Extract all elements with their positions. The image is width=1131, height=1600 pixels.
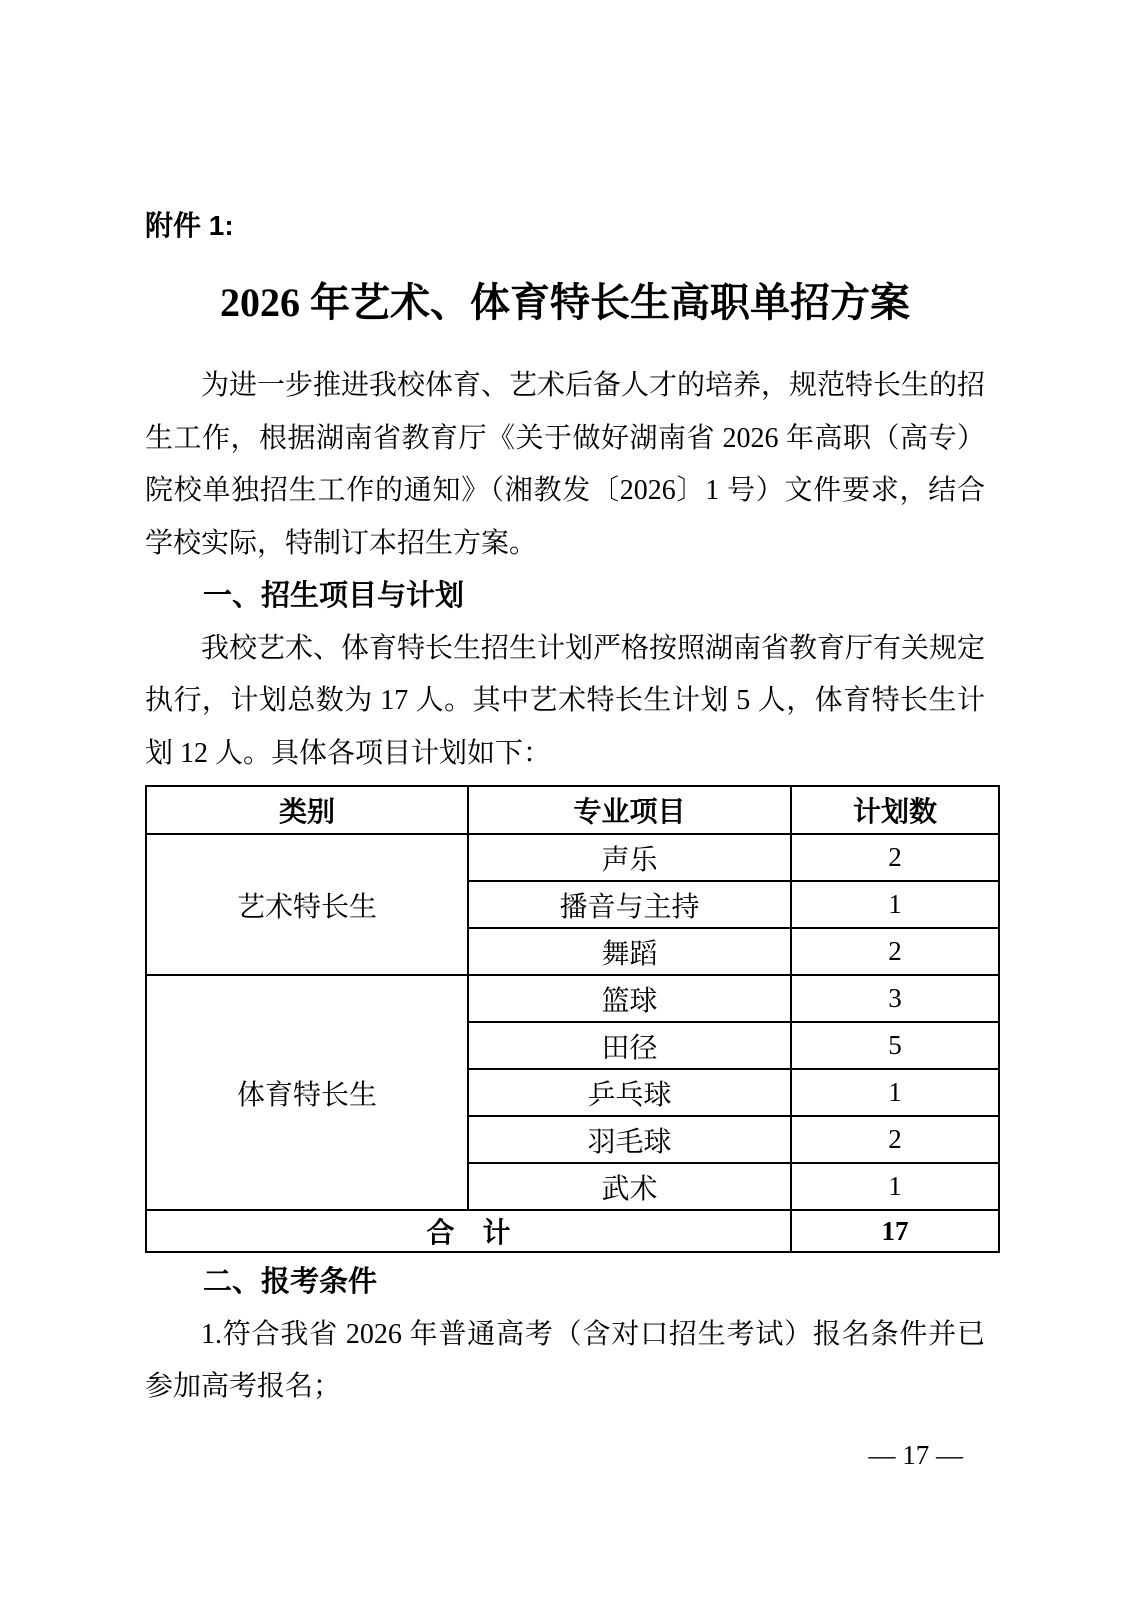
count-cell: 2 (791, 834, 999, 881)
table-total-row (146, 1210, 999, 1252)
intro-paragraph: 为进一步推进我校体育、艺术后备人才的培养，规范特长生的招生工作，根据湖南省教育厅《关于做好湖南省 2026 年高职（高专）院校单独招生工作的通知》（湘教发〔2026〕1 号）文件要求，结合学校实际，特制订本招生方案。 (145, 370, 986, 559)
count-cell: 2 (791, 928, 999, 975)
page-number: — 17 — (868, 1439, 963, 1470)
total-label-cell: 合 计 (146, 1210, 791, 1252)
enrollment-plan-table (145, 785, 1000, 1253)
category-cell-art: 艺术特长生 (146, 834, 468, 975)
count-cell: 1 (791, 1069, 999, 1116)
program-cell: 舞蹈 (468, 928, 791, 975)
section2-heading: 二、报考条件 (203, 1266, 378, 1298)
document-title: 2026 年艺术、体育特长生高职单招方案 (220, 280, 910, 325)
program-cell: 羽毛球 (468, 1116, 791, 1163)
program-cell: 篮球 (468, 975, 791, 1022)
table-header-row (146, 786, 999, 834)
count-cell: 3 (791, 975, 999, 1022)
table-row (146, 834, 999, 881)
section1-paragraph: 我校艺术、体育特长生招生计划严格按照湖南省教育厅有关规定执行，计划总数为 17 人。其中艺术特长生计划 5 人，体育特长生计划 12 人。具体各项目计划如下： (145, 632, 986, 769)
program-cell: 武术 (468, 1163, 791, 1210)
section2-item1: 1.符合我省 2026 年普通高考（含对口招生考试）报名条件并已参加高考报名； (145, 1318, 985, 1402)
section1-heading: 一、招生项目与计划 (203, 580, 465, 612)
program-cell: 田径 (468, 1022, 791, 1069)
category-cell-sports: 体育特长生 (146, 975, 468, 1210)
header-count: 计划数 (791, 786, 999, 834)
program-cell: 播音与主持 (468, 881, 791, 928)
count-cell: 1 (791, 881, 999, 928)
count-cell: 5 (791, 1022, 999, 1069)
attachment-label: 附件 1: (145, 210, 234, 241)
program-cell: 乒乓球 (468, 1069, 791, 1116)
table-row (146, 975, 999, 1022)
count-cell: 1 (791, 1163, 999, 1210)
header-category: 类别 (146, 786, 468, 834)
count-cell: 2 (791, 1116, 999, 1163)
program-cell: 声乐 (468, 834, 791, 881)
header-program: 专业项目 (468, 786, 791, 834)
total-value-cell: 17 (791, 1210, 999, 1252)
